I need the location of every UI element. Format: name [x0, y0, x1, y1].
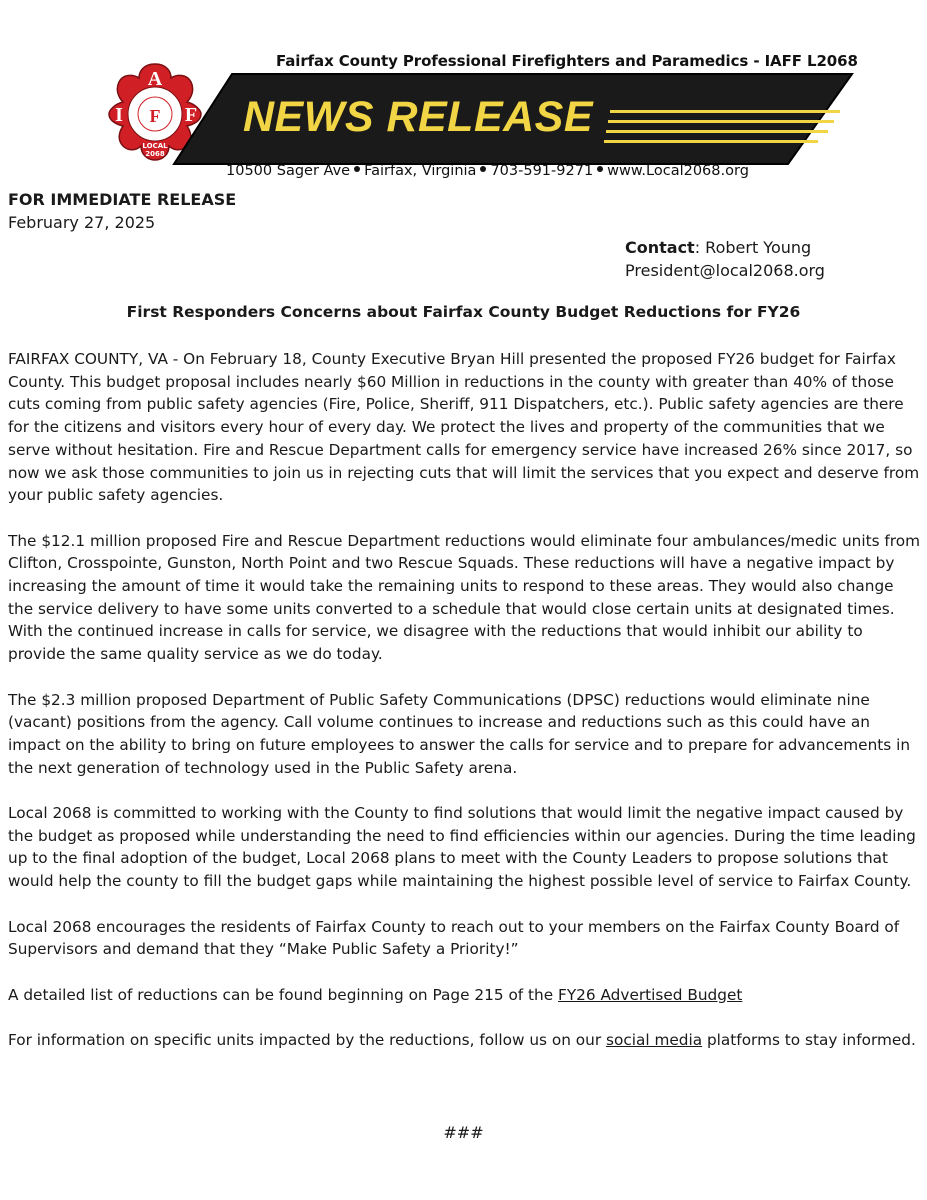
release-date: February 27, 2025: [8, 213, 156, 232]
budget-text: A detailed list of reductions can be found beginning on Page 215 of the: [8, 985, 559, 1004]
logo-letter-i: I: [115, 104, 123, 126]
logo-letter-f-bottom: F: [149, 106, 161, 126]
bullet-dot: [597, 166, 603, 172]
address-line: [226, 163, 749, 179]
body-text: [8, 348, 923, 1074]
social-media-link[interactable]: social media: [605, 1031, 703, 1049]
logo-local-number: 2068: [145, 150, 165, 158]
paragraph: The $2.3 million proposed Department of Public Safety Communications (DPSC) reductions would eliminate nine (vacant) positions from the agency. Call volume continues to increase and reductions such as this could have an impact on the ability to bring on future employees to answer the calls for service and to prepare for advancements in the next generation of technology used in the Public Safety arena.: [8, 690, 911, 777]
contact-block: [625, 236, 825, 282]
contact-name: : Robert Young: [694, 238, 812, 257]
contact-label: Contact: [625, 238, 695, 257]
organization-name: Fairfax County Professional Firefighters and Paramedics - IAFF L2068: [276, 52, 858, 70]
logo-letter-f-right: F: [184, 104, 198, 126]
news-release-title: NEWS RELEASE: [243, 93, 594, 141]
immediate-release-label: FOR IMMEDIATE RELEASE: [8, 190, 237, 209]
paragraph: The $12.1 million proposed Fire and Rescue Department reductions would eliminate four ambulances/medic units from Clifton, Crosspointe, Gunston, North Point and two Rescue Squads. These reductions will have a negative impact by increasing the amount of time it would take the remaining units to respond to these areas. They would also change the service delivery to have some units converted to a schedule that would close certain units at designated times. With the continued increase in calls for service, we disagree with the reductions that would inhibit our ability to provide the same quality service as we do today.: [8, 531, 921, 664]
paragraph: FAIRFAX COUNTY, VA - On February 18, County Executive Bryan Hill presented the proposed FY26 budget for Fairfax County. This budget proposal includes nearly $60 Million in reductions in the county with greater than 40% of those cuts coming from public safety agencies (Fire, Police, Sheriff, 911 Dispatchers, etc.). Public safety agencies are there for the citizens and visitors every hour of every day. We protect the lives and property of the communities that we serve without hesitation. Fire and Rescue Department calls for emergency service have increased 26% since 2017, so now we ask those communities to join us in rejecting cuts that will limit the services that you expect and deserve from your public safety agencies.: [8, 350, 920, 505]
paragraph: Local 2068 is committed to working with the County to find solutions that would limit the negative impact caused by the budget as proposed while understanding the need to find efficiencies within our agencies. During the time leading up to the final adoption of the budget, Local 2068 plans to meet with the County Leaders to propose solutions that would help the county to fill the budget gaps while maintaining the highest possible level of service to Fairfax County.: [8, 804, 916, 891]
end-mark: ###: [443, 1123, 484, 1142]
paragraph: Local 2068 encourages the residents of Fairfax County to reach out to your members on the Fairfax County Board of Supervisors and demand that they “Make Public Safety a Priority!”: [8, 917, 900, 959]
fy26-budget-link[interactable]: FY26 Advertised Budget: [558, 985, 743, 1004]
contact-email[interactable]: President@local2068.org: [625, 261, 825, 280]
website[interactable]: www.Local2068.org: [607, 163, 749, 179]
budget-paragraph: [8, 984, 923, 1007]
social-paragraph: [8, 1029, 923, 1052]
logo-local-label: LOCAL: [142, 142, 168, 150]
social-text: For information on specific units impacted by the reductions, follow us on our: [8, 1031, 606, 1049]
headline: First Responders Concerns about Fairfax County Budget Reductions for FY26: [126, 303, 801, 321]
bullet-dot: [480, 166, 486, 172]
social-text-suffix: platforms to stay informed.: [702, 1031, 916, 1049]
phone-number: 703-591-9271: [490, 163, 594, 179]
logo-letter-a: A: [147, 68, 163, 90]
city-state: Fairfax, Virginia: [364, 163, 477, 179]
bullet-dot: [354, 166, 360, 172]
street-address: 10500 Sager Ave: [226, 163, 351, 179]
